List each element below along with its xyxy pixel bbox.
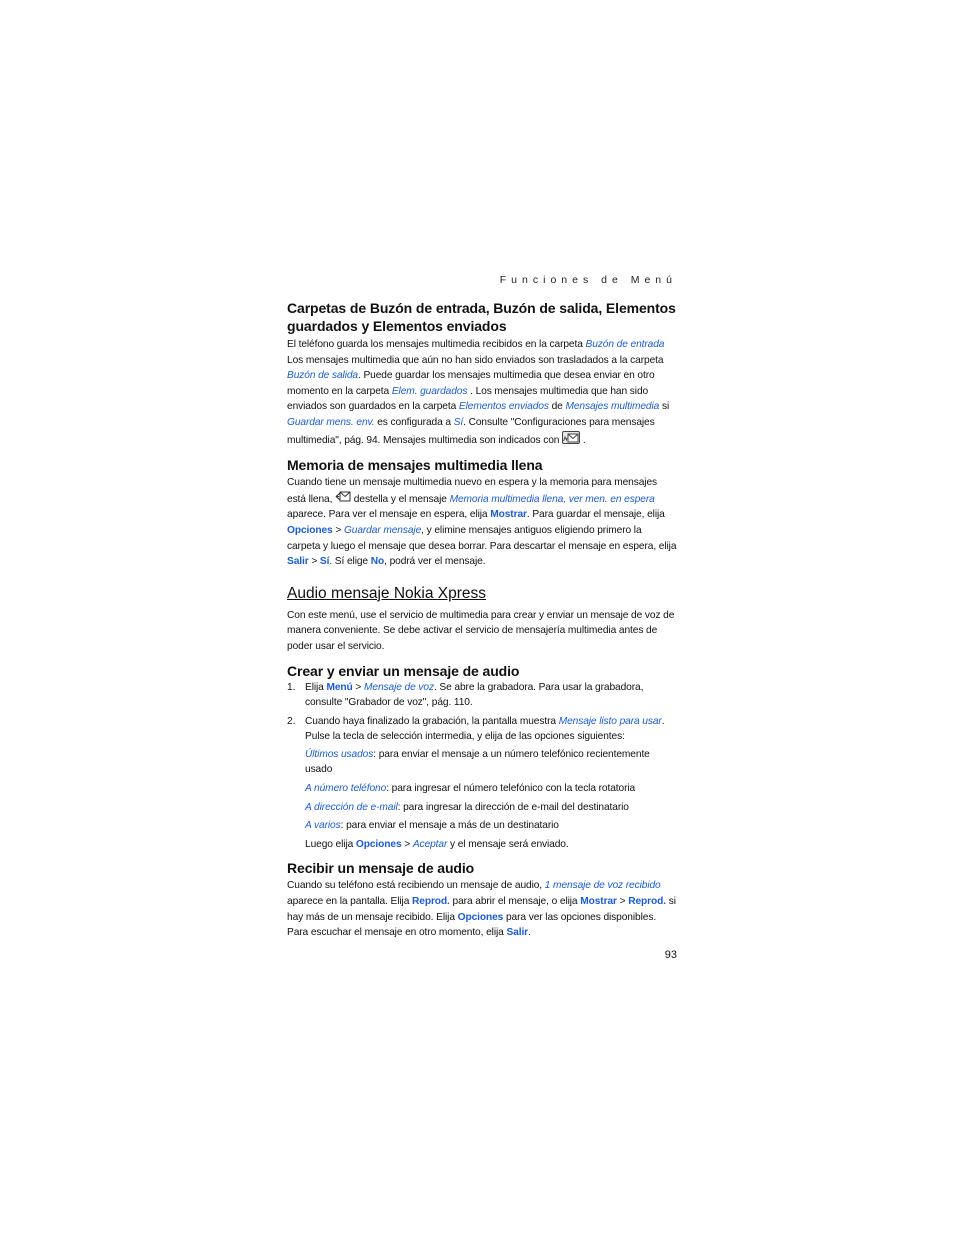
text: . Los mensajes multimedia que han sido enviados son guardados en la carpeta — [287, 385, 649, 413]
text: Los mensajes multimedia que aún no han sido enviados son trasladados a la carpeta — [287, 354, 664, 366]
link-mensaje-recibido[interactable]: 1 mensaje de voz recibido — [544, 880, 661, 892]
list-item-1 — [287, 680, 677, 711]
link-elementos-enviados[interactable]: Elementos enviados — [458, 401, 549, 413]
text: . — [528, 927, 531, 939]
text: , y elimine mensajes antiguos eligiendo primero la carpeta y luego el mensaje que desea borrar. Para descartar el mensaje en espera, elija — [287, 524, 677, 552]
text: . Sí elige — [329, 556, 371, 568]
softkey-si[interactable]: Sí — [319, 556, 330, 568]
text: : para enviar el mensaje a un número telefónico recientemente usado — [305, 748, 650, 776]
text: destella y el mensaje — [351, 493, 450, 505]
text: si hay más de un mensaje recibido. Elija — [287, 896, 676, 923]
link-ultimos-usados[interactable]: Últimos usados — [305, 748, 374, 760]
text: Cuando su teléfono está recibiendo un mensaje de audio, — [287, 880, 545, 892]
softkey-mostrar[interactable]: Mostrar — [490, 509, 527, 521]
text: aparece en la pantalla. Elija — [287, 896, 412, 908]
text: aparece. Para ver el mensaje en espera, elija — [287, 509, 491, 521]
softkey-opciones[interactable]: Opciones — [355, 838, 402, 850]
text: : para enviar el mensaje a más de un destinatario — [340, 820, 559, 832]
text: si — [659, 401, 670, 413]
section-title-recibir: Recibir un mensaje de audio — [287, 860, 475, 877]
text: . Puede guardar los mensajes multimedia que desea enviar en otro momento en la carpeta — [287, 370, 655, 397]
memory-full-icon — [335, 491, 351, 508]
text: > — [308, 556, 320, 568]
option-varios — [287, 818, 677, 834]
page-body — [287, 299, 677, 941]
menu-menu[interactable]: Menú — [326, 681, 353, 693]
softkey-reprod[interactable]: Reprod. — [412, 896, 450, 908]
link-direccion-email[interactable]: A dirección de e-mail — [305, 801, 398, 813]
link-guardar-mensaje[interactable]: Guardar mensaje — [343, 524, 422, 536]
paragraph-audio-xpress: Con este menú, use el servicio de multimedia para crear y enviar un mensaje de voz de manera conveniente. Se debe activar el servicio de mensajería multimedia antes de poder usar el servicio. — [287, 609, 675, 652]
text: Cuando tiene un mensaje multimedia nuevo en espera y la memoria para mensajes está llena, — [287, 477, 658, 505]
option-final — [287, 837, 677, 853]
text: , podrá ver el mensaje. — [384, 556, 486, 568]
link-memoria-llena[interactable]: Memoria multimedia llena, ver men. en espera — [449, 493, 655, 505]
text: es configurada a — [374, 416, 454, 428]
text: > — [401, 838, 413, 850]
link-mensajes-multimedia[interactable]: Mensajes multimedia — [565, 401, 660, 413]
text: . Para guardar el mensaje, elija — [526, 509, 665, 521]
text: > — [332, 524, 344, 536]
list-item-2 — [287, 714, 677, 745]
section-title-crear: Crear y enviar un mensaje de audio — [287, 662, 520, 679]
text: . Se abre la grabadora. Para usar la grabadora, consulte "Grabador de voz", pág. 110. — [305, 681, 644, 709]
option-ultimos-usados — [287, 747, 677, 778]
text: de — [548, 401, 566, 413]
text: . — [580, 434, 586, 446]
link-aceptar[interactable]: Aceptar — [412, 838, 448, 850]
text: El teléfono guarda los mensajes multimedia recibidos en la carpeta — [287, 339, 586, 350]
link-guardar-mens-env[interactable]: Guardar mens. env. — [287, 416, 375, 428]
section-title-carpetas: Carpetas de Buzón de entrada, Buzón de salida, Elementos guardados y Elementos enviados — [287, 300, 676, 334]
link-mensaje-de-voz[interactable]: Mensaje de voz — [364, 681, 434, 693]
section-title-audio-xpress: Audio mensaje Nokia Xpress — [287, 584, 487, 602]
text: Cuando haya finalizado la grabación, la pantalla muestra — [305, 715, 559, 727]
list-number: 1. — [287, 681, 296, 693]
softkey-salir[interactable]: Salir — [287, 556, 309, 568]
option-numero-telefono — [287, 781, 677, 797]
list-number: 2. — [287, 715, 296, 727]
softkey-opciones[interactable]: Opciones — [287, 524, 333, 536]
paragraph-recibir — [287, 878, 677, 940]
paragraph-memoria — [287, 475, 677, 570]
link-varios[interactable]: A varios — [305, 820, 341, 832]
softkey-mostrar[interactable]: Mostrar — [580, 896, 617, 908]
link-mensaje-listo[interactable]: Mensaje listo para usar — [558, 715, 662, 727]
text: Elija — [305, 681, 327, 693]
text: para ver las opciones disponibles. Para escuchar el mensaje en otro momento, elija — [287, 911, 657, 939]
link-buzon-entrada[interactable]: Buzón de entrada — [585, 339, 665, 350]
text: . Consulte "Configuraciones para mensajes multimedia", pág. 94. Mensajes multimedia son indicados con — [287, 416, 655, 446]
page-number: 93 — [664, 949, 677, 961]
link-numero-telefono[interactable]: A número teléfono — [305, 783, 387, 795]
paragraph-carpetas — [287, 337, 677, 449]
softkey-salir[interactable]: Salir — [506, 927, 529, 939]
text: Luego elija — [305, 838, 356, 850]
link-si[interactable]: Sí — [453, 416, 464, 428]
text: : para ingresar la dirección de e-mail del destinatario — [397, 801, 629, 813]
softkey-no[interactable]: No — [370, 556, 385, 568]
text: . Pulse la tecla de selección intermedia, y elija de las opciones siguientes: — [305, 715, 665, 743]
softkey-opciones[interactable]: Opciones — [457, 911, 504, 923]
text: para abrir el mensaje, o elija — [449, 896, 581, 908]
softkey-reprod-2[interactable]: Reprod. — [628, 896, 667, 908]
link-elem-guardados[interactable]: Elem. guardados — [391, 385, 468, 397]
multimedia-message-icon — [562, 431, 580, 450]
text: y el mensaje será enviado. — [447, 838, 569, 850]
link-buzon-salida[interactable]: Buzón de salida — [287, 370, 358, 382]
section-title-memoria: Memoria de mensajes multimedia llena — [287, 457, 543, 474]
text: > — [352, 681, 364, 693]
option-direccion-email — [287, 800, 677, 816]
running-header: Funciones de Menú — [499, 274, 677, 286]
text: > — [616, 896, 629, 908]
text: : para ingresar el número telefónico con la tecla rotatoria — [386, 783, 636, 795]
